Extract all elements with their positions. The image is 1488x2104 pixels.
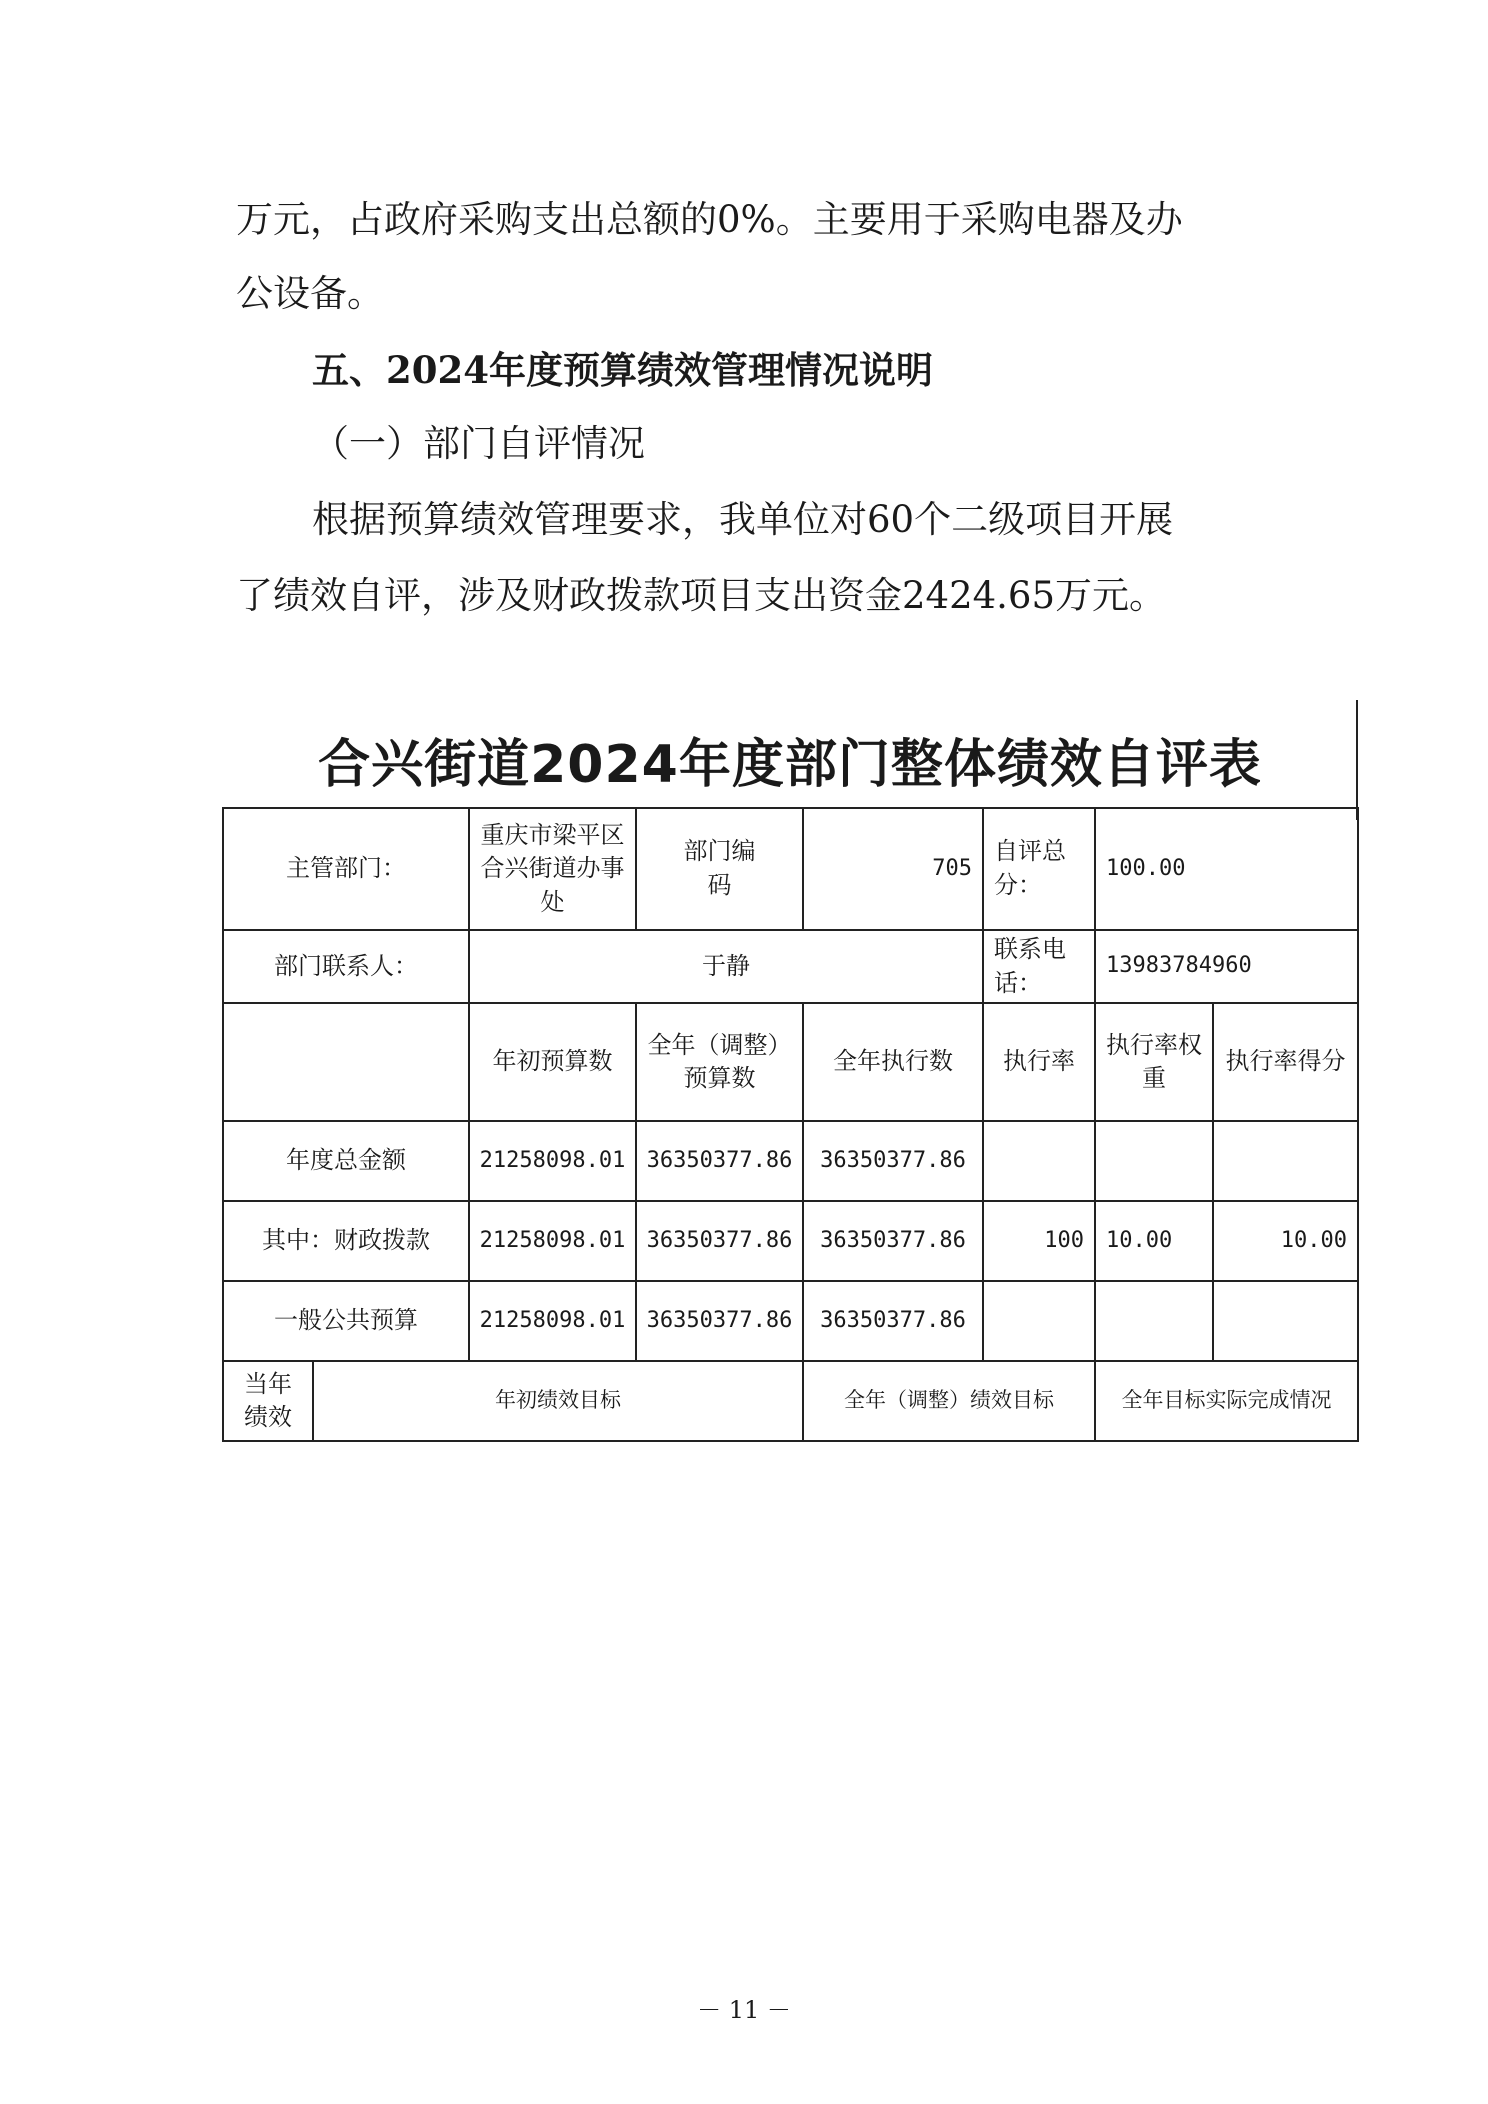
exec-weight-cell: 10.00 bbox=[1095, 1201, 1213, 1281]
header-executed: 全年执行数 bbox=[803, 1003, 983, 1121]
initial-budget-cell: 21258098.01 bbox=[469, 1121, 636, 1201]
paragraph-line: 万元，占政府采购支出总额的0%。主要用于采购电器及办 bbox=[236, 198, 1183, 241]
exec-score-cell: 10.00 bbox=[1213, 1201, 1358, 1281]
table-row bbox=[223, 1281, 1358, 1361]
dept-label: 主管部门： bbox=[223, 808, 469, 930]
table-row bbox=[223, 1121, 1358, 1201]
executed-cell: 36350377.86 bbox=[803, 1201, 983, 1281]
adjusted-budget-cell: 36350377.86 bbox=[636, 1121, 803, 1201]
exec-score-cell bbox=[1213, 1281, 1358, 1361]
row-label: 其中：财政拨款 bbox=[223, 1201, 469, 1281]
header-initial-budget: 年初预算数 bbox=[469, 1003, 636, 1121]
table-row bbox=[223, 1201, 1358, 1281]
paragraph-line: 了绩效自评，涉及财政拨款项目支出资金2424.65万元。 bbox=[236, 574, 1167, 617]
phone-label: 联系电话： bbox=[983, 930, 1095, 1003]
perf-col-adjusted: 全年（调整）绩效目标 bbox=[803, 1361, 1095, 1441]
paragraph-line: 根据预算绩效管理要求，我单位对60个二级项目开展 bbox=[312, 498, 1174, 541]
page-number: － 11 － bbox=[697, 1996, 791, 2024]
score-value: 100.00 bbox=[1095, 808, 1358, 930]
adjusted-budget-cell: 36350377.86 bbox=[636, 1201, 803, 1281]
header-exec-weight: 执行率权重 bbox=[1095, 1003, 1213, 1121]
perf-col-initial: 年初绩效目标 bbox=[313, 1361, 803, 1441]
exec-rate-cell bbox=[983, 1121, 1095, 1201]
exec-rate-cell bbox=[983, 1281, 1095, 1361]
header-adjusted-budget: 全年（调整）预算数 bbox=[636, 1003, 803, 1121]
performance-table bbox=[222, 807, 1359, 1442]
exec-score-cell bbox=[1213, 1121, 1358, 1201]
phone-value: 13983784960 bbox=[1095, 930, 1358, 1003]
dept-value: 重庆市梁平区合兴街道办事处 bbox=[469, 808, 636, 930]
initial-budget-cell: 21258098.01 bbox=[469, 1201, 636, 1281]
adjusted-budget-cell: 36350377.86 bbox=[636, 1281, 803, 1361]
contact-value: 于静 bbox=[469, 930, 983, 1003]
header-empty bbox=[223, 1003, 469, 1121]
table-title: 合兴街道2024年度部门整体绩效自评表 bbox=[318, 735, 1262, 795]
section-heading: 五、2024年度预算绩效管理情况说明 bbox=[312, 348, 933, 392]
code-label: 部门编码 bbox=[636, 808, 803, 930]
executed-cell: 36350377.86 bbox=[803, 1281, 983, 1361]
perf-label: 当年绩效 bbox=[223, 1361, 313, 1441]
initial-budget-cell: 21258098.01 bbox=[469, 1281, 636, 1361]
exec-weight-cell bbox=[1095, 1281, 1213, 1361]
row-label: 一般公共预算 bbox=[223, 1281, 469, 1361]
subsection-heading: （一）部门自评情况 bbox=[312, 422, 645, 465]
code-value: 705 bbox=[803, 808, 983, 930]
contact-label: 部门联系人： bbox=[223, 930, 469, 1003]
perf-col-actual: 全年目标实际完成情况 bbox=[1095, 1361, 1358, 1441]
exec-weight-cell bbox=[1095, 1121, 1213, 1201]
header-exec-rate: 执行率 bbox=[983, 1003, 1095, 1121]
paragraph-line: 公设备。 bbox=[236, 272, 384, 315]
executed-cell: 36350377.86 bbox=[803, 1121, 983, 1201]
score-label: 自评总分： bbox=[983, 808, 1095, 930]
header-exec-score: 执行率得分 bbox=[1213, 1003, 1358, 1121]
exec-rate-cell: 100 bbox=[983, 1201, 1095, 1281]
row-label: 年度总金额 bbox=[223, 1121, 469, 1201]
